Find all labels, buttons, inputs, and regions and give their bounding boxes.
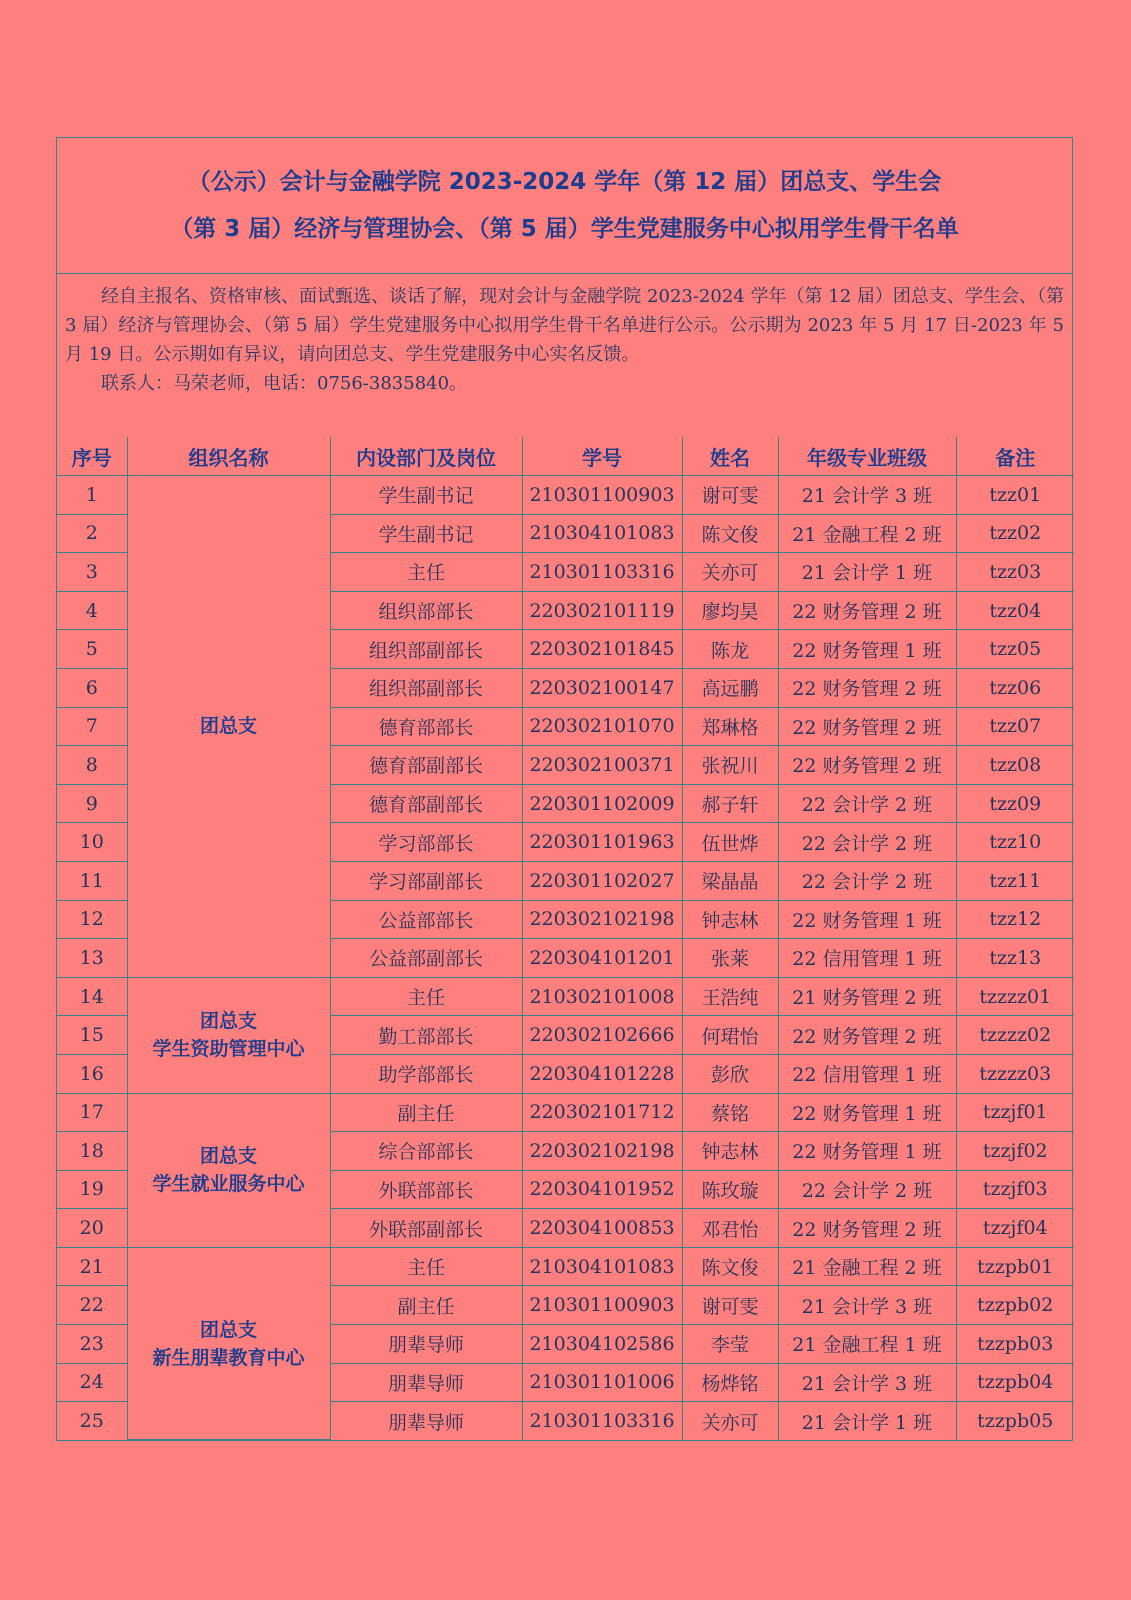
cell-student-id: 210304102586 (522, 1325, 682, 1364)
cell-index: 6 (57, 668, 127, 707)
organization-subname: 学生就业服务中心 (152, 1173, 305, 1196)
cell-remark: tzz01 (956, 476, 1074, 515)
cell-remark: tzz11 (956, 861, 1074, 900)
header-name: 姓名 (682, 437, 778, 476)
cell-index: 15 (57, 1016, 127, 1055)
cell-class: 22 财务管理 2 班 (778, 746, 956, 785)
cell-name: 邓君怡 (682, 1209, 778, 1248)
cell-student-id: 210304101083 (522, 1247, 682, 1286)
cell-student-id: 220302101845 (522, 630, 682, 669)
cell-name: 伍世烨 (682, 823, 778, 862)
notice-paragraph: 经自主报名、资格审核、面试甄选、谈话了解，现对会计与金融学院 2023-2024 学年（第 12 届）团总支、学生会、（第 3 届）经济与管理协会、（第 5 届）学生党建服务中心拟用学生骨干名单进行公示。公示期为 2023 年 5 月 17 日-2023 年 5 月 19 日。公示期如有异议，请向团总支、学生党建服务中心实名反馈。 (65, 286, 1064, 365)
cell-name: 郝子轩 (682, 784, 778, 823)
cell-position: 主任 (330, 977, 522, 1016)
cell-position: 公益部副部长 (330, 939, 522, 978)
table-row (57, 977, 1074, 1016)
cell-class: 22 财务管理 1 班 (778, 630, 956, 669)
announcement-document (56, 137, 1073, 1441)
cell-position: 学生副书记 (330, 514, 522, 553)
cell-class: 21 金融工程 2 班 (778, 1247, 956, 1286)
cell-position: 公益部部长 (330, 900, 522, 939)
cell-student-id: 220301102027 (522, 861, 682, 900)
cell-remark: tzzpb01 (956, 1247, 1074, 1286)
organization-cell (127, 977, 330, 1093)
cell-remark: tzzzz02 (956, 1016, 1074, 1055)
cell-student-id: 220301102009 (522, 784, 682, 823)
cell-remark: tzzjf04 (956, 1209, 1074, 1248)
cell-name: 陈文俊 (682, 514, 778, 553)
cell-student-id: 210304101083 (522, 514, 682, 553)
cell-name: 钟志林 (682, 1132, 778, 1171)
cell-class: 22 财务管理 2 班 (778, 591, 956, 630)
cell-index: 23 (57, 1325, 127, 1364)
cell-index: 9 (57, 784, 127, 823)
cell-position: 综合部部长 (330, 1132, 522, 1171)
cell-index: 18 (57, 1132, 127, 1171)
cell-remark: tzz04 (956, 591, 1074, 630)
cell-position: 组织部部长 (330, 591, 522, 630)
cell-student-id: 210301100903 (522, 1286, 682, 1325)
cell-position: 勤工部部长 (330, 1016, 522, 1055)
cell-remark: tzzjf03 (956, 1170, 1074, 1209)
title-line-1: （公示）会计与金融学院 2023-2024 学年（第 12 届）团总支、学生会 (187, 169, 942, 195)
organization-cell (127, 1093, 330, 1247)
header-position: 内设部门及岗位 (330, 437, 522, 476)
cell-index: 19 (57, 1170, 127, 1209)
cell-name: 谢可雯 (682, 1286, 778, 1325)
cell-name: 张莱 (682, 939, 778, 978)
cell-position: 组织部副部长 (330, 630, 522, 669)
table-body (57, 476, 1074, 1440)
organization-name: 团总支 (199, 1318, 257, 1341)
organization-cell (127, 1247, 330, 1439)
cell-index: 16 (57, 1054, 127, 1093)
cell-remark: tzzpb03 (956, 1325, 1074, 1364)
cell-index: 22 (57, 1286, 127, 1325)
cell-remark: tzz08 (956, 746, 1074, 785)
cell-name: 谢可雯 (682, 476, 778, 515)
cell-remark: tzz12 (956, 900, 1074, 939)
cell-index: 14 (57, 977, 127, 1016)
contact-line: 联系人：马荣老师，电话：0756-3835840。 (101, 373, 468, 394)
header-class: 年级专业班级 (778, 437, 956, 476)
cell-name: 廖均昊 (682, 591, 778, 630)
cell-class: 22 会计学 2 班 (778, 823, 956, 862)
cell-position: 学习部副部长 (330, 861, 522, 900)
header-index: 序号 (57, 437, 127, 476)
notice-block (57, 274, 1072, 437)
header-remark: 备注 (956, 437, 1074, 476)
cell-position: 副主任 (330, 1093, 522, 1132)
cell-remark: tzz06 (956, 668, 1074, 707)
cell-student-id: 210302101008 (522, 977, 682, 1016)
cell-position: 德育部副部长 (330, 784, 522, 823)
cell-student-id: 210301101006 (522, 1363, 682, 1402)
cell-remark: tzz03 (956, 553, 1074, 592)
cell-index: 11 (57, 861, 127, 900)
cell-position: 组织部副部长 (330, 668, 522, 707)
cell-index: 20 (57, 1209, 127, 1248)
title-block (57, 138, 1072, 274)
cell-class: 22 信用管理 1 班 (778, 1054, 956, 1093)
cell-index: 7 (57, 707, 127, 746)
cell-student-id: 220304101201 (522, 939, 682, 978)
cell-position: 学习部部长 (330, 823, 522, 862)
cell-index: 25 (57, 1402, 127, 1440)
cell-student-id: 210301103316 (522, 1402, 682, 1440)
title-line-2: （第 3 届）经济与管理协会、（第 5 届）学生党建服务中心拟用学生骨干名单 (170, 216, 959, 242)
cell-position: 德育部副部长 (330, 746, 522, 785)
cell-name: 彭欣 (682, 1054, 778, 1093)
cell-name: 陈玫璇 (682, 1170, 778, 1209)
cell-student-id: 220302102198 (522, 1132, 682, 1171)
cell-class: 22 财务管理 1 班 (778, 1093, 956, 1132)
cell-index: 5 (57, 630, 127, 669)
cell-index: 2 (57, 514, 127, 553)
cell-name: 杨烨铭 (682, 1363, 778, 1402)
cell-class: 22 信用管理 1 班 (778, 939, 956, 978)
cell-position: 朋辈导师 (330, 1402, 522, 1440)
header-student-id: 学号 (522, 437, 682, 476)
cell-class: 22 会计学 2 班 (778, 784, 956, 823)
cell-remark: tzzpb02 (956, 1286, 1074, 1325)
cell-remark: tzz10 (956, 823, 1074, 862)
cell-name: 关亦可 (682, 1402, 778, 1440)
cell-student-id: 220302102666 (522, 1016, 682, 1055)
cell-index: 24 (57, 1363, 127, 1402)
cell-index: 10 (57, 823, 127, 862)
cell-name: 郑琳格 (682, 707, 778, 746)
cell-position: 主任 (330, 1247, 522, 1286)
cell-class: 22 财务管理 1 班 (778, 1132, 956, 1171)
organization-name: 团总支 (199, 715, 257, 738)
cell-index: 3 (57, 553, 127, 592)
cell-class: 21 金融工程 1 班 (778, 1325, 956, 1364)
cell-position: 朋辈导师 (330, 1325, 522, 1364)
cell-index: 4 (57, 591, 127, 630)
cell-class: 22 财务管理 1 班 (778, 900, 956, 939)
cell-name: 蔡铭 (682, 1093, 778, 1132)
cell-index: 8 (57, 746, 127, 785)
cell-student-id: 210301103316 (522, 553, 682, 592)
cell-class: 21 会计学 1 班 (778, 1402, 956, 1440)
cell-class: 22 会计学 2 班 (778, 1170, 956, 1209)
cell-remark: tzzzz03 (956, 1054, 1074, 1093)
cell-remark: tzz05 (956, 630, 1074, 669)
table-row (57, 476, 1074, 515)
cell-index: 17 (57, 1093, 127, 1132)
cell-position: 助学部部长 (330, 1054, 522, 1093)
cell-class: 21 会计学 3 班 (778, 1363, 956, 1402)
cell-class: 21 会计学 3 班 (778, 476, 956, 515)
cell-student-id: 220302101712 (522, 1093, 682, 1132)
table-header-row (57, 437, 1074, 476)
cell-position: 德育部部长 (330, 707, 522, 746)
cell-name: 张祝川 (682, 746, 778, 785)
cell-name: 何珺怡 (682, 1016, 778, 1055)
organization-subname: 学生资助管理中心 (152, 1038, 305, 1061)
cell-student-id: 220302102198 (522, 900, 682, 939)
cell-class: 21 会计学 3 班 (778, 1286, 956, 1325)
cell-class: 21 会计学 1 班 (778, 553, 956, 592)
cell-index: 13 (57, 939, 127, 978)
cell-name: 梁晶晶 (682, 861, 778, 900)
cell-class: 22 财务管理 2 班 (778, 668, 956, 707)
cell-index: 21 (57, 1247, 127, 1286)
cell-name: 关亦可 (682, 553, 778, 592)
cell-remark: tzzjf02 (956, 1132, 1074, 1171)
organization-cell (127, 476, 330, 978)
cell-remark: tzz02 (956, 514, 1074, 553)
cell-remark: tzz13 (956, 939, 1074, 978)
cell-student-id: 220302100147 (522, 668, 682, 707)
cell-remark: tzz07 (956, 707, 1074, 746)
cell-name: 李莹 (682, 1325, 778, 1364)
cell-position: 主任 (330, 553, 522, 592)
cell-position: 副主任 (330, 1286, 522, 1325)
cell-remark: tzzpb05 (956, 1402, 1074, 1440)
cell-student-id: 210301100903 (522, 476, 682, 515)
organization-subname: 新生朋辈教育中心 (152, 1346, 305, 1369)
cell-student-id: 220302100371 (522, 746, 682, 785)
organization-name: 团总支 (199, 1010, 257, 1033)
cell-student-id: 220304101952 (522, 1170, 682, 1209)
cell-index: 12 (57, 900, 127, 939)
cell-student-id: 220302101070 (522, 707, 682, 746)
cell-student-id: 220304101228 (522, 1054, 682, 1093)
organization-name: 团总支 (199, 1145, 257, 1168)
cell-position: 外联部部长 (330, 1170, 522, 1209)
header-organization: 组织名称 (127, 437, 330, 476)
cell-student-id: 220302101119 (522, 591, 682, 630)
cell-remark: tzz09 (956, 784, 1074, 823)
cell-class: 22 财务管理 2 班 (778, 1209, 956, 1248)
roster-table (57, 437, 1074, 1440)
cell-student-id: 220301101963 (522, 823, 682, 862)
cell-student-id: 220304100853 (522, 1209, 682, 1248)
cell-name: 陈文俊 (682, 1247, 778, 1286)
cell-name: 王浩纯 (682, 977, 778, 1016)
cell-remark: tzzjf01 (956, 1093, 1074, 1132)
cell-position: 学生副书记 (330, 476, 522, 515)
table-row (57, 1247, 1074, 1286)
table-row (57, 1093, 1074, 1132)
cell-name: 陈龙 (682, 630, 778, 669)
cell-name: 钟志林 (682, 900, 778, 939)
cell-index: 1 (57, 476, 127, 515)
cell-class: 21 金融工程 2 班 (778, 514, 956, 553)
cell-class: 22 会计学 2 班 (778, 861, 956, 900)
cell-class: 21 财务管理 2 班 (778, 977, 956, 1016)
cell-position: 朋辈导师 (330, 1363, 522, 1402)
cell-remark: tzzzz01 (956, 977, 1074, 1016)
cell-remark: tzzpb04 (956, 1363, 1074, 1402)
cell-position: 外联部副部长 (330, 1209, 522, 1248)
cell-name: 高远鹏 (682, 668, 778, 707)
cell-class: 22 财务管理 2 班 (778, 707, 956, 746)
cell-class: 22 财务管理 2 班 (778, 1016, 956, 1055)
